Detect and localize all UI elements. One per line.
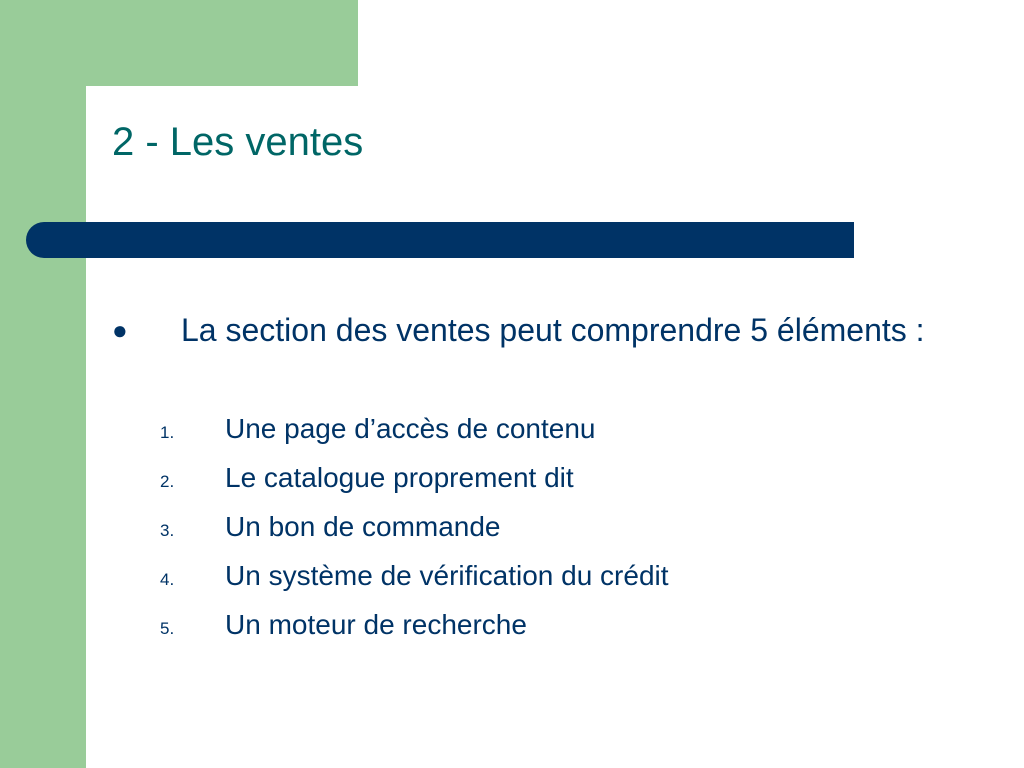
list-item-number: 4.	[160, 570, 175, 589]
bullet-item	[112, 309, 952, 351]
top-band	[86, 0, 358, 86]
list-item-number: 3.	[160, 521, 175, 540]
list-item	[160, 508, 920, 557]
list-item	[160, 459, 920, 508]
slide-title: 2 - Les ventes	[112, 120, 364, 164]
bullet-icon: ●	[112, 315, 128, 345]
list-item	[160, 557, 920, 606]
list-item-number: 5.	[160, 619, 175, 638]
list-item-text: Un bon de commande	[225, 511, 501, 542]
list-item-text: Le catalogue proprement dit	[225, 462, 574, 493]
list-item-text: Une page d’accès de contenu	[225, 413, 596, 444]
list-item-text: Un système de vérification du crédit	[225, 560, 669, 591]
bullet-text: La section des ventes peut comprendre 5 éléments :	[181, 312, 925, 348]
list-item-text: Un moteur de recherche	[225, 609, 527, 640]
title-rule	[26, 222, 854, 258]
list-item-number: 1.	[160, 423, 175, 442]
side-band	[0, 0, 86, 768]
list-item	[160, 410, 920, 459]
list-item	[160, 606, 920, 655]
list-item-number: 2.	[160, 472, 175, 491]
numbered-list	[160, 410, 920, 655]
